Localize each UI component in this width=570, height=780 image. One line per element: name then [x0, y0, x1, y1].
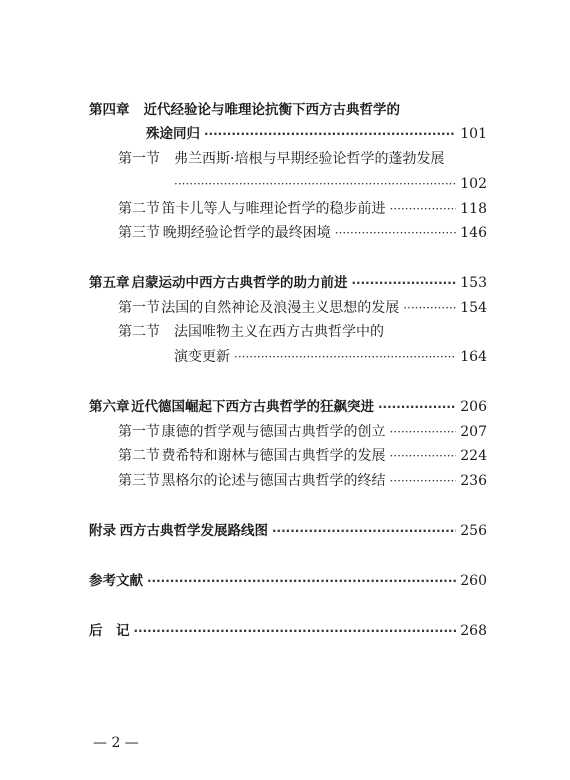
- section-title: 晚期经验论哲学的最终困境: [162, 225, 331, 241]
- chapter-title: 近代经验论与唯理论抗衡下西方古典哲学的: [143, 102, 400, 118]
- section-number: 第三节: [118, 473, 160, 489]
- section-title: 法国的自然神论及浪漫主义思想的发展: [161, 300, 400, 316]
- page-number: 146: [460, 225, 487, 241]
- page-number: 268: [460, 623, 487, 639]
- page-number: 118: [460, 201, 487, 217]
- page-number: 102: [460, 176, 487, 192]
- toc-section-6-2[interactable]: [118, 446, 487, 466]
- toc-section-4-3[interactable]: [118, 223, 487, 243]
- toc-chapter-6[interactable]: [89, 397, 487, 417]
- dot-leader: [335, 223, 457, 243]
- dot-leader: [390, 471, 457, 491]
- toc-references[interactable]: [89, 571, 487, 591]
- dot-leader: [351, 273, 456, 293]
- section-number: 第一节: [118, 151, 160, 167]
- afterword-title: 后 记: [89, 623, 130, 639]
- toc-section-6-3[interactable]: [118, 471, 487, 491]
- section-number: 第二节: [118, 201, 160, 217]
- section-title: 法国唯物主义在西方古典哲学中的: [174, 324, 384, 340]
- toc-section-4-1-page[interactable]: [174, 174, 487, 194]
- section-title-continued: 演变更新: [174, 349, 230, 365]
- section-title: 笛卡儿等人与唯理论哲学的稳步前进: [161, 201, 386, 217]
- toc-section-6-1[interactable]: [118, 422, 487, 442]
- chapter-number: 第四章: [89, 102, 130, 118]
- toc-section-5-1[interactable]: [118, 298, 487, 318]
- section-number: 第二节: [118, 448, 160, 464]
- dot-leader: [403, 298, 456, 318]
- section-title: 黑格尔的论述与德国古典哲学的终结: [161, 473, 386, 489]
- section-number: 第三节: [118, 225, 160, 241]
- toc-section-5-2-continuation[interactable]: [174, 347, 487, 367]
- dot-leader: [272, 521, 456, 541]
- toc-section-4-2[interactable]: [118, 199, 487, 219]
- section-number: 第二节: [118, 324, 160, 340]
- page-number: 153: [460, 275, 487, 291]
- page-number: 236: [460, 473, 487, 489]
- dot-leader: [234, 347, 456, 367]
- section-title: 康德的哲学观与德国古典哲学的创立: [161, 424, 386, 440]
- dot-leader: [204, 124, 456, 144]
- toc-section-5-2[interactable]: [118, 322, 384, 342]
- page-number: 206: [460, 399, 487, 415]
- dot-leader: [134, 621, 457, 641]
- section-number: 第一节: [118, 300, 160, 316]
- toc-chapter-4-continuation[interactable]: [146, 124, 487, 144]
- toc-afterword[interactable]: [89, 621, 487, 641]
- page-number: 164: [460, 349, 487, 365]
- chapter-title-continued: 殊途同归: [146, 126, 200, 142]
- toc-chapter-5[interactable]: [89, 273, 487, 293]
- dot-leader: [390, 422, 457, 442]
- chapter-title: 启蒙运动中西方古典哲学的助力前进: [131, 275, 348, 291]
- section-title: 费希特和谢林与德国古典哲学的发展: [161, 448, 386, 464]
- chapter-number: 第五章: [89, 275, 130, 291]
- chapter-number: 第六章: [89, 399, 130, 415]
- page-number: 101: [460, 126, 487, 142]
- dot-leader: [378, 397, 456, 417]
- page-number: 260: [460, 573, 487, 589]
- section-number: 第一节: [118, 424, 160, 440]
- dot-leader: [390, 446, 457, 466]
- dot-leader: [147, 571, 456, 591]
- toc-chapter-4-heading[interactable]: [89, 100, 400, 120]
- toc-section-4-1[interactable]: [118, 149, 444, 169]
- section-title: 弗兰西斯·培根与早期经验论哲学的蓬勃发展: [174, 151, 445, 167]
- page-number: 207: [460, 424, 487, 440]
- page-number: 154: [460, 300, 487, 316]
- appendix-title: 西方古典哲学发展路线图: [119, 523, 268, 539]
- dot-leader: [174, 174, 456, 194]
- toc-appendix[interactable]: [89, 521, 487, 541]
- footer-page-number: — 2 —: [93, 735, 139, 751]
- chapter-title: 近代德国崛起下西方古典哲学的狂飙突进: [130, 399, 374, 415]
- dot-leader: [390, 199, 457, 219]
- references-title: 参考文献: [89, 573, 143, 589]
- appendix-label: 附录: [89, 523, 116, 539]
- page-number: 224: [460, 448, 487, 464]
- page-number: 256: [460, 523, 487, 539]
